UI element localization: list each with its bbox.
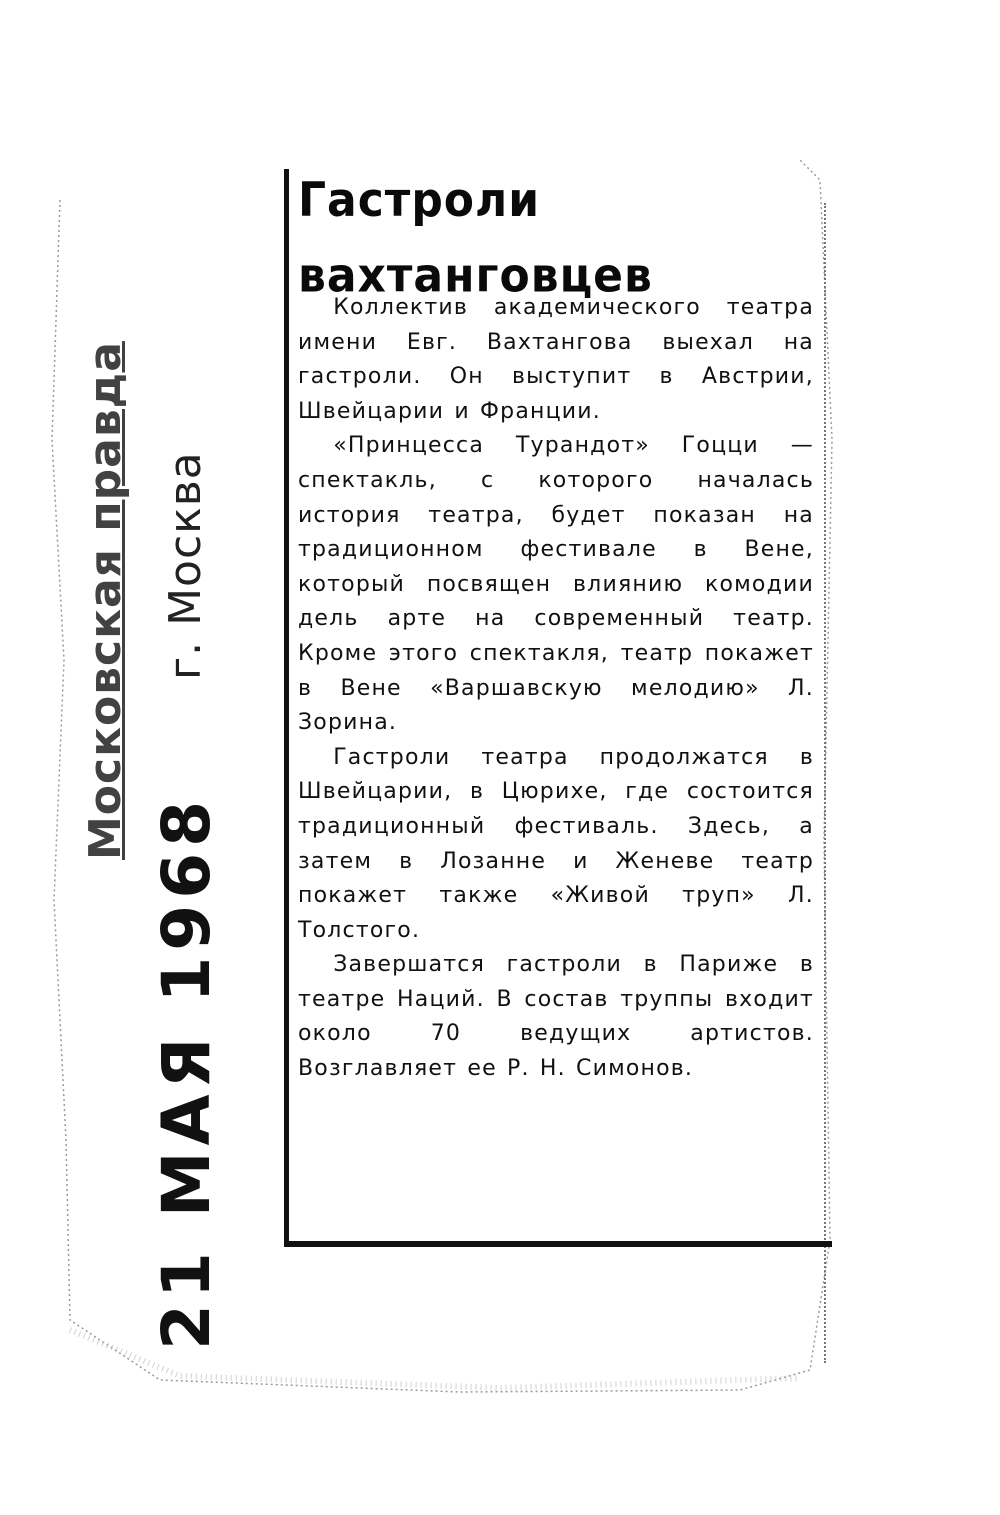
- column-rule-left: [284, 169, 289, 1247]
- column-rule-bottom: [284, 1241, 832, 1247]
- article-body: [298, 291, 814, 1087]
- stamp-date: 21 МАЯ 1968: [148, 794, 225, 1350]
- article-paragraph: Коллектив академического театра имени Евг. Вахтангова выехал на гастроли. Он выступит в Австрии, Швейцарии и Франции.: [298, 295, 814, 424]
- date-stamp: [60, 140, 280, 1370]
- stamp-city: г. Москва: [160, 451, 211, 680]
- article-paragraph: Завершатся гастроли в Париже в театре Наций. В состав труппы входит около 70 ведущих артистов. Возглавляет ее Р. Н. Симонов.: [298, 952, 814, 1082]
- stamp-newspaper-name: Московская правда: [80, 341, 131, 860]
- article-paragraph: «Принцесса Турандот» Гоцци — спектакль, с которого началась история театра, будет показан на традиционном фестивале в Вене, который посвящен влиянию комодии дель арте на современный театр. Кроме этого спектакля, театр покажет в Вене «Варшавскую мелодию» Л. Зорина.: [298, 433, 814, 736]
- column-rule-right: [824, 203, 828, 1363]
- newspaper-article: [284, 163, 824, 1243]
- article-paragraph: Гастроли театра продолжатся в Швейцарии, в Цюрихе, где состоится традиционный фестиваль. Здесь, а затем в Лозанне и Женеве театр покажет также «Живой труп» Л. Толстого.: [298, 744, 814, 943]
- article-headline: Гастроли вахтанговцев: [298, 172, 653, 304]
